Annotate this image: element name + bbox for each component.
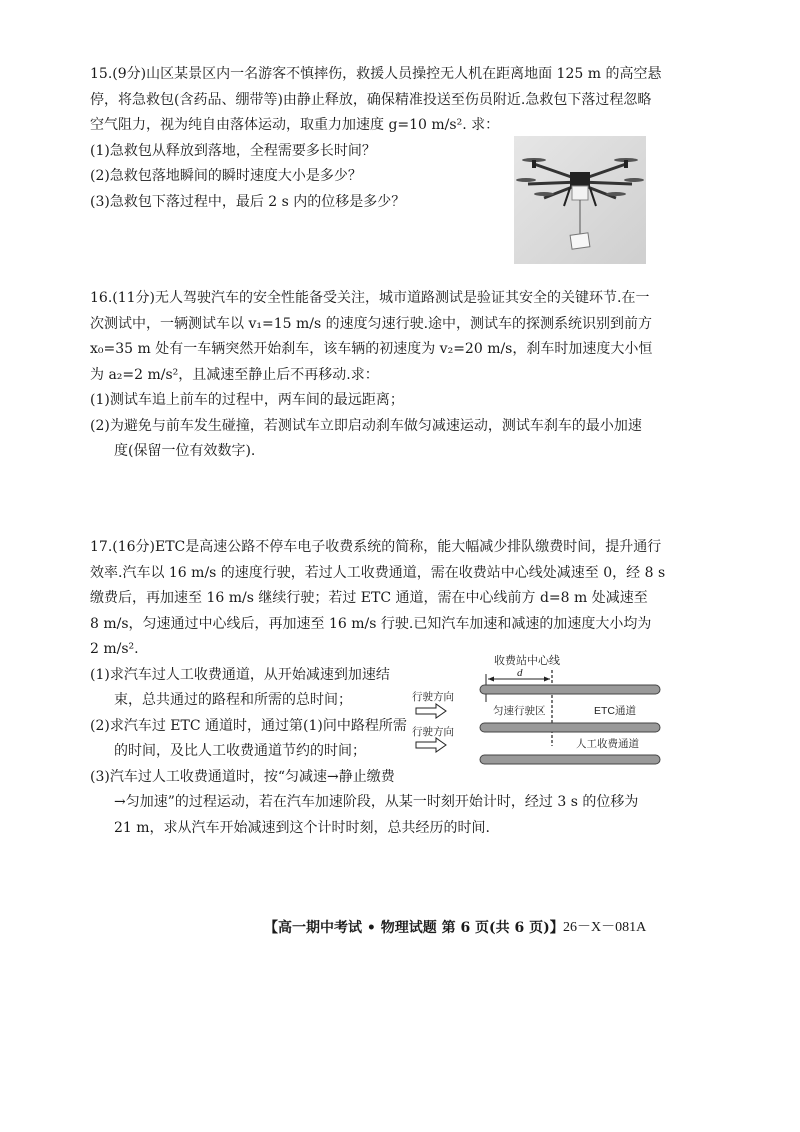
drone-photo: [514, 136, 646, 264]
upper-lane-barrier: [480, 685, 660, 694]
question-16: [90, 286, 662, 465]
direction-arrow-icon: [416, 704, 446, 718]
direction-label-bottom: 行驶方向: [412, 726, 454, 738]
q17-line: 2 m/s².: [90, 641, 139, 657]
q15-sub-2: (2)急救包落地瞬间的瞬时速度大小是多少？: [90, 168, 362, 184]
q15-sub-3: (3)急救包下落过程中，最后 2 s 内的位移是多少？: [90, 193, 406, 210]
q17-sub-3: (3)汽车过人工收费通道时，按“匀减速→静止缴费: [90, 768, 395, 785]
lower-lane-barrier: [480, 755, 660, 764]
q17-sub-2-cont: 的时间，及比人工收费通道节约的时间；: [114, 743, 366, 759]
footer-code: 26－X－081A: [563, 920, 647, 935]
footer-title: 【高一期中考试 • 物理试题 第 6 页(共 6 页)】: [264, 920, 564, 936]
q17-line: 效率.汽车以 16 m/s 的速度行驶，若过人工收费通道，需在收费站中心线处减速至 0，经 8 s: [90, 564, 666, 581]
q17-line: 17.(16分)ETC是高速公路不停车电子收费系统的简称，能大幅减少排队缴费时间，提升通行: [90, 539, 662, 555]
center-line-label: 收费站中心线: [494, 655, 560, 667]
manual-lane-label: 人工收费通道: [576, 738, 639, 750]
zone-label: 匀速行驶区: [493, 705, 546, 717]
etc-lane-label: ETC通道: [594, 705, 636, 717]
q17-line: 8 m/s，匀速通过中心线后，再加速至 16 m/s 行驶.已知汽车加速和减速的加速度大小均为: [90, 615, 652, 632]
q16-sub-2-cont: 度(保留一位有效数字).: [114, 443, 256, 459]
q16-line: 为 a₂=2 m/s²，且减速至静止后不再移动.求：: [90, 366, 379, 383]
q15-line: 空气阻力，视为纯自由落体运动，取重力加速度 g=10 m/s². 求：: [90, 117, 500, 133]
direction-arrow-icon: [416, 738, 446, 752]
q15-sub-1: (1)急救包从释放到落地，全程需要多长时间？: [90, 142, 376, 159]
q15-line: 停，将急救包(含药品、绷带等)由静止释放，确保精准投送至伤员附近.急救包下落过程忽略: [90, 91, 652, 108]
arrow-left-icon: [488, 677, 494, 682]
q17-line: 缴费后，再加速至 16 m/s 继续行驶；若过 ETC 通道，需在中心线前方 d=8 m 处减速至: [90, 590, 648, 606]
direction-label-top: 行驶方向: [412, 691, 454, 703]
q16-line: 16.(11分)无人驾驶汽车的安全性能备受关注，城市道路测试是验证其安全的关键环节.在一: [90, 290, 650, 306]
q16-sub-2: (2)为避免与前车发生碰撞，若测试车立即启动刹车做匀减速运动，测试车刹车的最小加速: [90, 417, 642, 434]
q17-sub-1: (1)求汽车过人工收费通道，从开始减速到加速结: [90, 666, 390, 683]
q16-sub-1: (1)测试车追上前车的过程中，两车间的最远距离；: [90, 392, 404, 408]
q17-sub-1-cont: 束，总共通过的路程和所需的总时间；: [114, 692, 352, 708]
q17-sub-2: (2)求汽车过 ETC 通道时，通过第(1)问中路程所需: [90, 717, 407, 734]
q16-line: 次测试中，一辆测试车以 v₁=15 m/s 的速度匀速行驶.途中，测试车的探测系统识别到前方: [90, 315, 653, 332]
q17-sub-3-cont: →匀加速”的过程运动，若在汽车加速阶段，从某一时刻开始计时，经过 3 s 的位移为: [114, 794, 639, 810]
d-label: d: [517, 667, 523, 679]
q17-sub-3-cont: 21 m，求从汽车开始减速到这个计时时刻，总共经历的时间.: [114, 819, 490, 836]
middle-lane-barrier: [480, 723, 660, 732]
q15-line: 15.(9分)山区某景区内一名游客不慎摔伤，救援人员操控无人机在距离地面 125 m 的高空悬: [90, 66, 662, 82]
q16-line: x₀=35 m 处有一车辆突然开始刹车，该车辆的初速度为 v₂=20 m/s，刹车时加速度大小恒: [90, 341, 653, 357]
etc-toll-diagram: [400, 652, 670, 770]
arrow-right-icon: [544, 677, 550, 682]
